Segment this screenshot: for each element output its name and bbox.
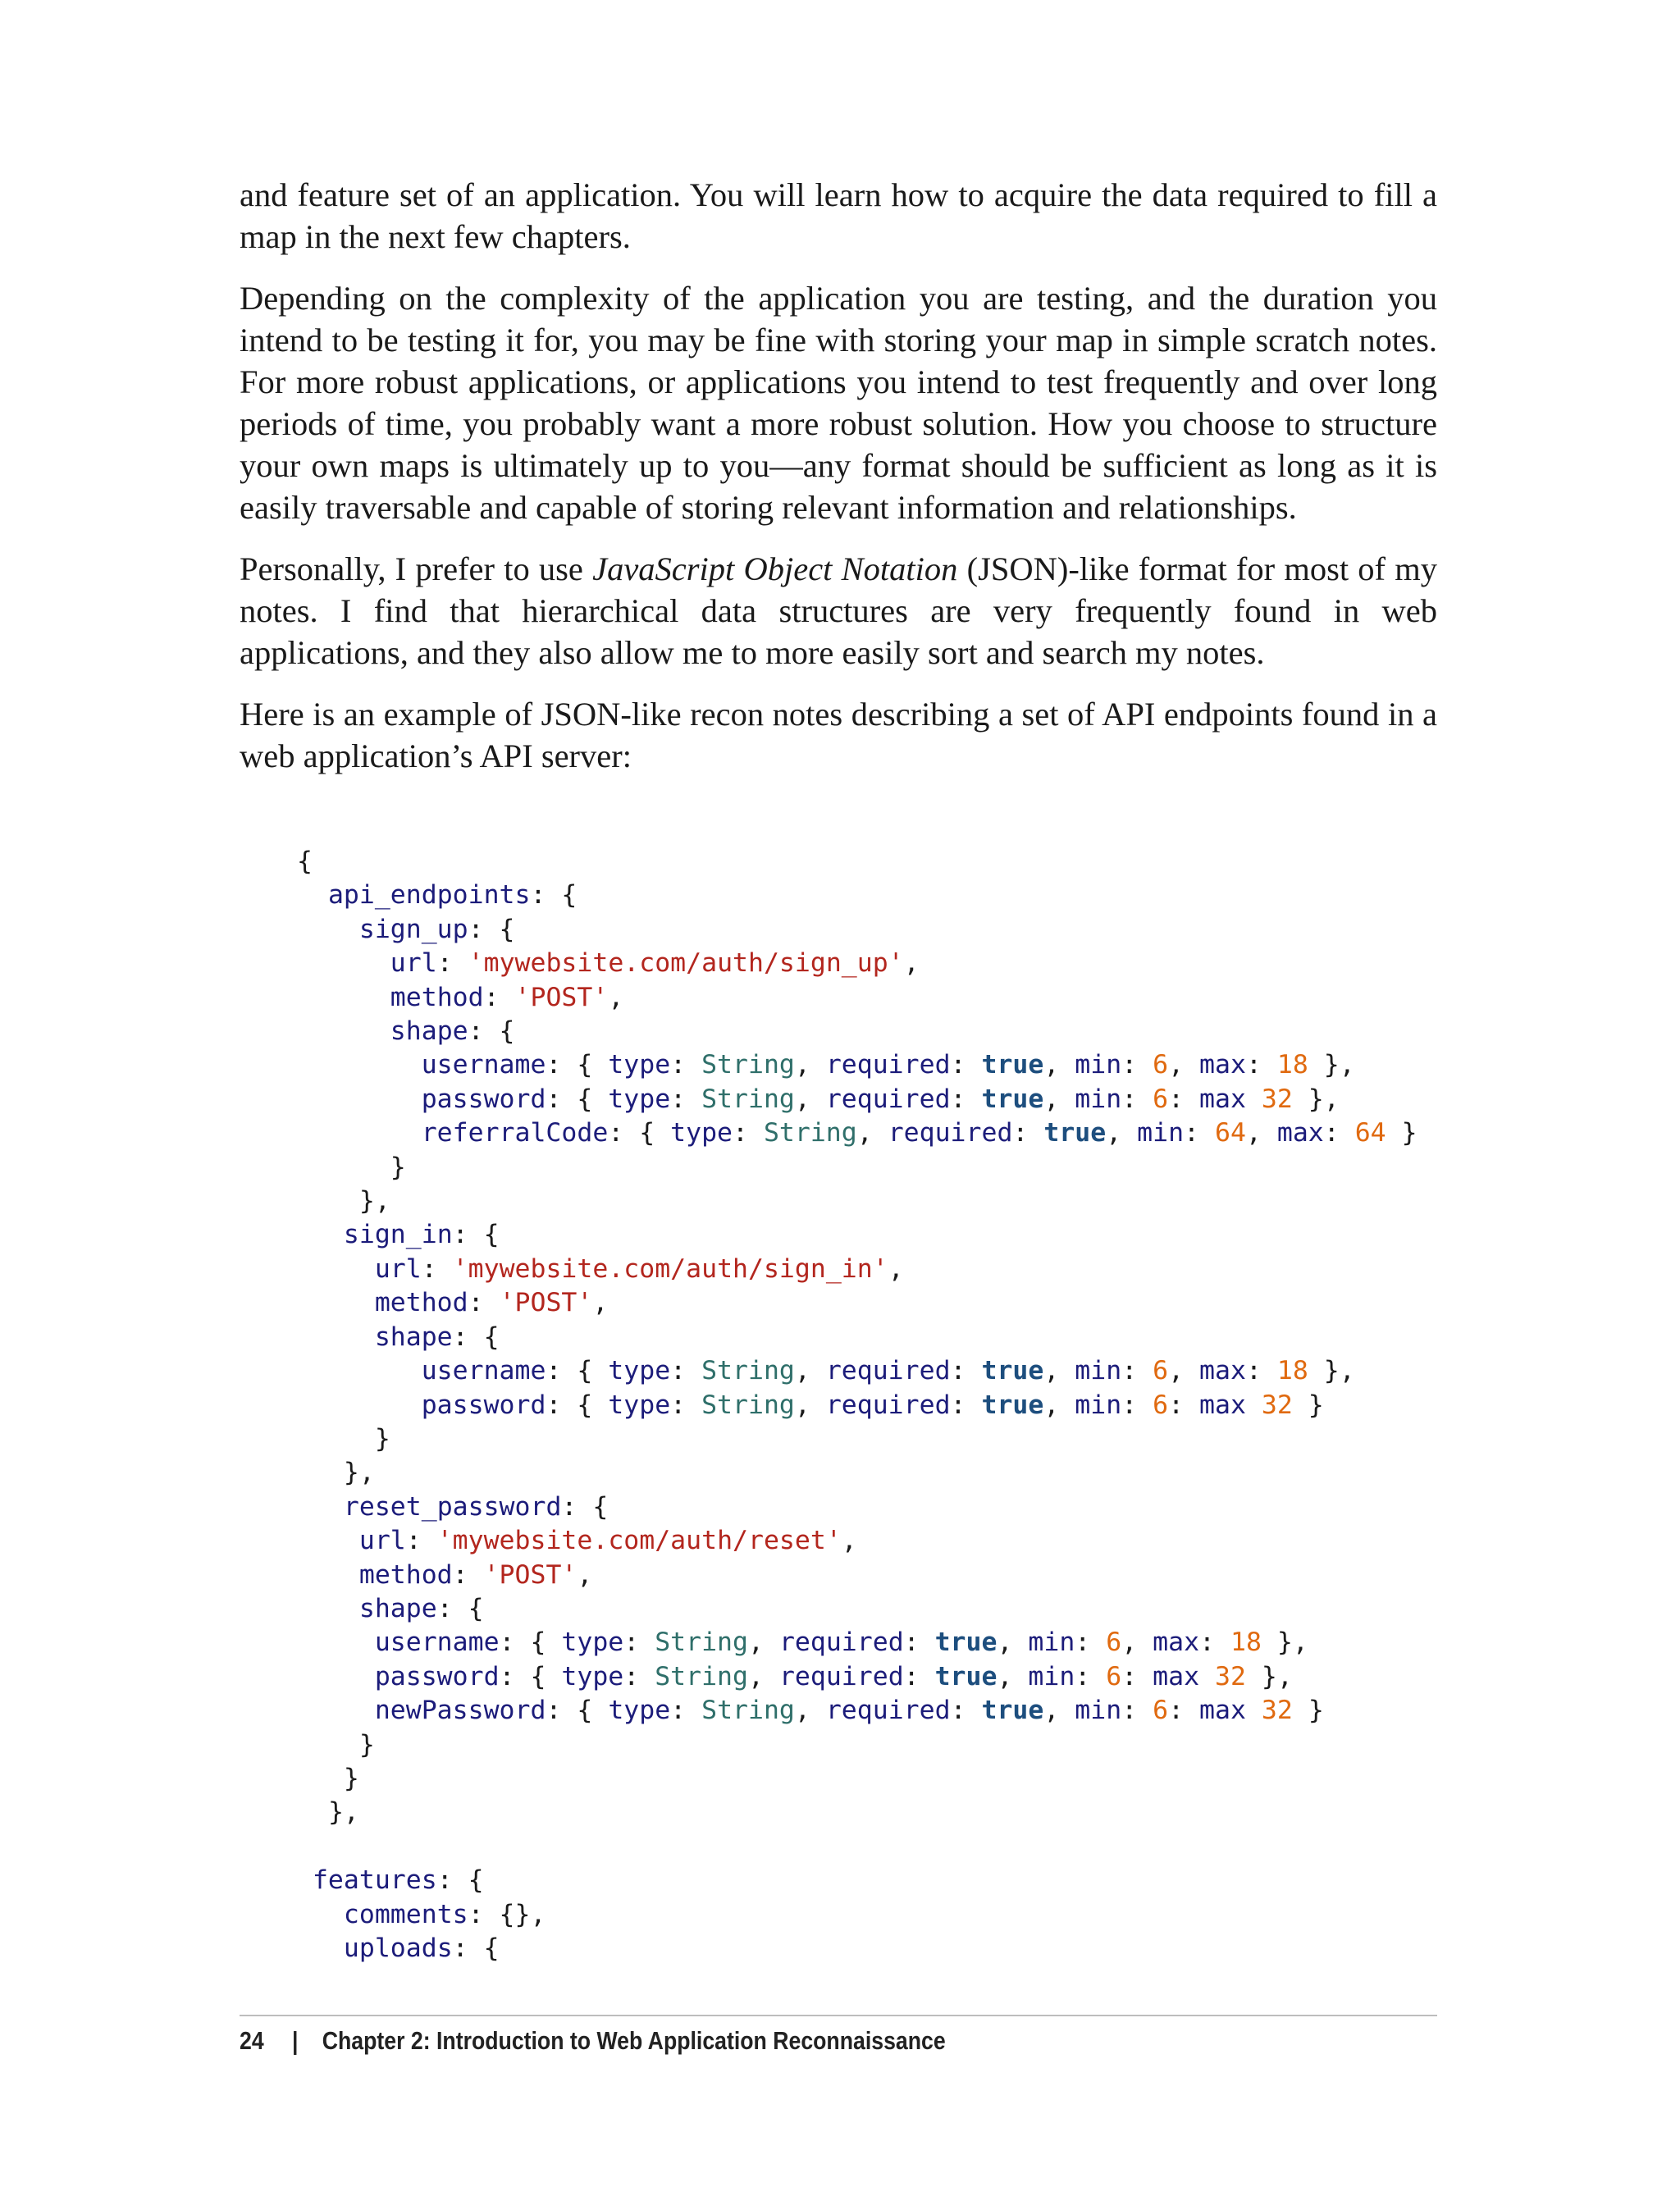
body-text (240, 174, 1437, 797)
code-token: String (655, 1661, 748, 1691)
code-token: max (1199, 1390, 1246, 1420)
code-line (297, 1900, 546, 1929)
code-token: : (950, 1084, 982, 1114)
code-token: String (701, 1356, 795, 1386)
code-token: true (981, 1050, 1044, 1080)
code-token: : (623, 1628, 655, 1658)
code-token: comments (343, 1899, 468, 1929)
code-token: : (452, 1559, 484, 1590)
code-token: : { (452, 1933, 500, 1963)
code-token: 'POST' (483, 1559, 578, 1590)
code-token: , (903, 948, 920, 979)
code-token (297, 1696, 375, 1725)
code-token: sign_up (358, 914, 468, 944)
code-token: required (778, 1628, 904, 1658)
code-token: min (1075, 1356, 1122, 1386)
code-token (297, 948, 390, 978)
code-token: : (733, 1118, 764, 1148)
code-token: , (1043, 1050, 1075, 1080)
code-line (297, 880, 577, 910)
code-token: max (1153, 1661, 1200, 1691)
code-token: } (374, 1423, 390, 1454)
code-token: 'mywebsite.com/auth/reset' (436, 1526, 842, 1556)
code-token: : (1075, 1661, 1107, 1691)
code-line (297, 1220, 500, 1249)
code-token: true (981, 1084, 1044, 1114)
paragraph-4: Here is an example of JSON-like recon notes describing a set of API endpoints found in a web application’s API server: (240, 696, 1437, 774)
code-token: String (701, 1390, 795, 1420)
code-token: max (1199, 1050, 1246, 1080)
code-token: 18 (1276, 1050, 1308, 1080)
code-token: type (608, 1356, 671, 1386)
code-token: : (1199, 1628, 1230, 1658)
code-token: referralCode (421, 1118, 609, 1148)
code-token: : { (530, 880, 578, 911)
code-token: : (1121, 1390, 1153, 1420)
code-token: : (405, 1526, 437, 1556)
code-token: : (670, 1084, 702, 1114)
code-token (297, 1492, 344, 1522)
code-token: String (763, 1118, 857, 1148)
code-token (297, 1662, 375, 1691)
code-token: type (608, 1084, 671, 1114)
code-token: : (1121, 1084, 1153, 1114)
code-line (297, 1933, 500, 1963)
code-token: sign_in (343, 1220, 453, 1250)
code-token: shape (390, 1016, 468, 1047)
code-token (297, 1764, 344, 1793)
footer-rule (240, 2015, 1437, 2016)
code-token: , (841, 1526, 857, 1556)
code-token: : (1245, 1356, 1277, 1386)
paragraph-3-start: Personally, I prefer to use (240, 550, 593, 587)
paragraph-3-end: (JSON)-like format for most of my notes. I find that hierarchical data structures are very frequently found in web applications, and they also allow me to more easily sort and search my notes. (240, 550, 1437, 671)
paragraph-1: and feature set of an application. You will learn how to acquire the data required to fill a map in the next few chapters. (240, 176, 1437, 255)
code-token: : (670, 1050, 702, 1080)
code-token: features (312, 1865, 437, 1896)
code-line (297, 1526, 857, 1555)
page-footer (240, 2026, 946, 2056)
code-token (297, 1900, 344, 1929)
code-token: type (608, 1390, 671, 1420)
code-token: : { (546, 1696, 609, 1726)
code-token: , (1168, 1050, 1200, 1080)
code-token: min (1075, 1696, 1122, 1726)
code-token (297, 1254, 375, 1284)
code-token: : (421, 1253, 453, 1284)
code-line (297, 1118, 1418, 1148)
paragraph-3 (240, 548, 1437, 673)
code-token: : (1075, 1628, 1107, 1658)
code-token: 'mywebsite.com/auth/sign_in' (452, 1253, 888, 1284)
code-token: true (981, 1356, 1044, 1386)
code-token: } (343, 1763, 359, 1793)
page-number: 24 (240, 2026, 264, 2055)
code-token (297, 1356, 422, 1386)
code-token: type (670, 1118, 733, 1148)
code-token: username (421, 1356, 546, 1386)
code-token: , (888, 1253, 904, 1284)
code-token: password (374, 1661, 500, 1691)
code-token: }, (1292, 1084, 1340, 1114)
code-token (1246, 1696, 1262, 1725)
code-token (1246, 1084, 1262, 1114)
code-line (297, 1153, 406, 1182)
code-line (297, 1458, 375, 1487)
code-token (297, 1220, 344, 1249)
code-token: , (1245, 1118, 1277, 1148)
code-token: String (655, 1628, 748, 1658)
code-token: max (1199, 1084, 1246, 1114)
code-line (297, 1560, 592, 1590)
code-token: min (1075, 1390, 1122, 1420)
code-line (297, 915, 515, 944)
code-token: 32 (1261, 1390, 1293, 1420)
code-line (297, 1288, 608, 1317)
code-listing (297, 845, 1445, 1965)
code-token: required (825, 1696, 951, 1726)
code-token: required (778, 1661, 904, 1691)
code-token: : (670, 1696, 702, 1726)
code-token: 6 (1106, 1628, 1122, 1658)
code-token: : (1012, 1118, 1044, 1148)
code-token: true (934, 1628, 998, 1658)
code-token: : { (546, 1050, 609, 1080)
code-token: newPassword (374, 1696, 546, 1726)
code-token: : (436, 948, 468, 979)
code-token: } (358, 1729, 375, 1760)
code-token: : (950, 1390, 982, 1420)
code-token: method (374, 1288, 468, 1318)
code-token (297, 1322, 375, 1352)
code-token: : (670, 1356, 702, 1386)
code-token (297, 1390, 422, 1420)
code-token: , (577, 1559, 593, 1590)
code-token: : (1121, 1661, 1153, 1691)
code-token: max (1199, 1696, 1246, 1726)
code-token: String (701, 1084, 795, 1114)
code-token (297, 880, 328, 910)
code-line (297, 1696, 1324, 1725)
code-token: true (981, 1390, 1044, 1420)
code-token: , (1043, 1390, 1075, 1420)
code-token: , (794, 1356, 826, 1386)
code-token (297, 1933, 344, 1963)
code-token: } (390, 1152, 406, 1182)
code-token (297, 1560, 359, 1590)
code-token: } (1292, 1696, 1324, 1726)
code-token: 64 (1354, 1118, 1386, 1148)
code-token: : (1121, 1356, 1153, 1386)
code-token (1246, 1390, 1262, 1420)
code-token (297, 1628, 375, 1657)
code-token: required (825, 1390, 951, 1420)
code-token: , (794, 1050, 826, 1080)
code-token: 32 (1261, 1696, 1293, 1726)
code-token: : { (468, 914, 515, 944)
code-token: , (794, 1084, 826, 1114)
code-line (297, 1050, 1355, 1080)
code-token: type (608, 1050, 671, 1080)
code-token: : (483, 982, 515, 1012)
code-token (297, 1050, 422, 1080)
code-token: }, (1308, 1050, 1355, 1080)
code-token: : { (608, 1118, 671, 1148)
code-token: true (934, 1661, 998, 1691)
code-token: String (701, 1696, 795, 1726)
code-token (297, 1797, 328, 1827)
code-token: type (561, 1628, 624, 1658)
code-token: : { (561, 1491, 609, 1522)
code-token: method (390, 982, 484, 1012)
code-token: 6 (1153, 1356, 1169, 1386)
code-token: 6 (1153, 1084, 1169, 1114)
code-token (1199, 1662, 1215, 1691)
code-token (297, 915, 359, 944)
code-line (297, 1254, 904, 1284)
code-line (297, 1356, 1355, 1386)
code-token: }, (358, 1186, 390, 1217)
code-line (297, 847, 313, 876)
code-token: 'POST' (499, 1288, 593, 1318)
code-token: : (623, 1661, 655, 1691)
code-token: , (748, 1628, 779, 1658)
code-token: : (1184, 1118, 1215, 1148)
code-token: : { (436, 1865, 484, 1896)
code-line (297, 1865, 484, 1895)
code-token (297, 1594, 359, 1623)
code-token: type (561, 1661, 624, 1691)
code-token: shape (374, 1322, 453, 1352)
code-token: , (1043, 1696, 1075, 1726)
code-token: }, (327, 1797, 359, 1828)
code-token (297, 1288, 375, 1317)
code-token: : { (546, 1390, 609, 1420)
code-token: }, (343, 1458, 375, 1488)
code-token (297, 1084, 422, 1114)
code-token: type (608, 1696, 671, 1726)
code-token: 32 (1261, 1084, 1293, 1114)
code-token: 18 (1276, 1356, 1308, 1386)
code-token: min (1075, 1050, 1122, 1080)
code-token: true (981, 1696, 1044, 1726)
code-token (297, 983, 390, 1012)
chapter-title: Chapter 2: Introduction to Web Application Reconnaissance (322, 2026, 946, 2055)
code-line (297, 1084, 1340, 1114)
code-token (297, 1016, 390, 1046)
code-token: , (1043, 1356, 1075, 1386)
code-token: 18 (1230, 1628, 1262, 1658)
code-token: 6 (1106, 1661, 1122, 1691)
code-token: , (1106, 1118, 1138, 1148)
code-token: reset_password (343, 1491, 562, 1522)
code-token (297, 1118, 422, 1148)
code-token: , (997, 1661, 1029, 1691)
code-token: required (825, 1356, 951, 1386)
code-token: , (1168, 1356, 1200, 1386)
code-token: api_endpoints (327, 880, 531, 911)
code-line (297, 1390, 1324, 1420)
code-token (297, 1865, 313, 1895)
code-token: 32 (1215, 1661, 1246, 1691)
code-token: url (390, 948, 437, 979)
code-token: , (1043, 1084, 1075, 1114)
code-token: : {}, (468, 1899, 546, 1929)
code-line (297, 1016, 515, 1046)
paragraph-2: Depending on the complexity of the application you are testing, and the duration you intend to be testing it for, you may be fine with storing your map in simple scratch notes. For more robust applications, or applications you intend to test frequently and over long periods of time, you probably want a more robust solution. How you choose to structure your own maps is ultimately up to you—any format should be sufficient as long as it is easily traversable and capable of storing relevant information and relationships. (240, 280, 1437, 526)
code-line (297, 1186, 390, 1216)
code-token: 6 (1153, 1050, 1169, 1080)
code-token: } (1386, 1118, 1418, 1148)
code-token: : { (499, 1661, 562, 1691)
code-token: shape (358, 1593, 437, 1623)
code-token (297, 1424, 375, 1454)
code-token: } (1292, 1390, 1324, 1420)
code-token: 64 (1214, 1118, 1246, 1148)
code-token: : (1168, 1390, 1200, 1420)
code-token: min (1028, 1628, 1075, 1658)
code-line (297, 1322, 500, 1352)
code-token: : (1168, 1084, 1200, 1114)
code-token: : (1121, 1696, 1153, 1726)
code-line (297, 948, 920, 978)
code-token: , (794, 1696, 826, 1726)
code-token: : { (499, 1628, 562, 1658)
code-line (297, 1492, 608, 1522)
code-token: : (670, 1390, 702, 1420)
code-token (297, 1730, 359, 1760)
code-token: , (1121, 1628, 1153, 1658)
code-line (297, 1764, 359, 1793)
code-token: required (888, 1118, 1013, 1148)
code-token: : (950, 1696, 982, 1726)
code-line (297, 1797, 359, 1827)
code-token: password (421, 1390, 546, 1420)
code-token: : (1121, 1050, 1153, 1080)
code-token: : { (546, 1356, 609, 1386)
code-token: , (794, 1390, 826, 1420)
code-token (297, 1526, 359, 1555)
code-token: : { (436, 1593, 484, 1623)
code-token: username (421, 1050, 546, 1080)
code-token (297, 1458, 344, 1487)
code-token: min (1028, 1661, 1075, 1691)
code-token (297, 1186, 359, 1216)
code-token: String (701, 1050, 795, 1080)
code-token: min (1137, 1118, 1185, 1148)
code-token: min (1075, 1084, 1122, 1114)
code-token: : { (452, 1322, 500, 1352)
code-token: : (903, 1661, 935, 1691)
code-token: , (856, 1118, 888, 1148)
code-token: , (997, 1628, 1029, 1658)
code-token: : { (546, 1084, 609, 1114)
code-line (297, 1628, 1308, 1657)
code-token: 'mywebsite.com/auth/sign_up' (468, 948, 904, 979)
code-token: : (903, 1628, 935, 1658)
code-token: , (748, 1661, 779, 1691)
code-token: , (592, 1288, 609, 1318)
code-line (297, 1662, 1293, 1691)
code-token: url (358, 1526, 406, 1556)
code-token: method (358, 1559, 453, 1590)
code-token: 6 (1153, 1390, 1169, 1420)
code-token: uploads (343, 1933, 453, 1963)
code-token: required (825, 1050, 951, 1080)
code-token: : (950, 1356, 982, 1386)
code-token: , (608, 982, 624, 1012)
code-token: password (421, 1084, 546, 1114)
code-token: required (825, 1084, 951, 1114)
code-line (297, 1424, 390, 1454)
code-token: : (1168, 1696, 1200, 1726)
code-token: : (1245, 1050, 1277, 1080)
code-token: 'POST' (514, 982, 609, 1012)
code-token: }, (1261, 1628, 1308, 1658)
code-token: : (468, 1288, 500, 1318)
code-token: 6 (1153, 1696, 1169, 1726)
json-term: JavaScript Object Notation (592, 550, 958, 587)
code-token: : (1323, 1118, 1355, 1148)
code-token: true (1043, 1118, 1107, 1148)
code-token: : { (452, 1220, 500, 1250)
code-token: max (1199, 1356, 1246, 1386)
code-token: { (297, 847, 313, 876)
code-line (297, 983, 623, 1012)
code-token: username (374, 1628, 500, 1658)
code-token (297, 1153, 390, 1182)
code-line (297, 1730, 375, 1760)
footer-separator: | (292, 2026, 299, 2055)
code-token: max (1276, 1118, 1324, 1148)
code-token: }, (1245, 1661, 1293, 1691)
code-token: : (950, 1050, 982, 1080)
code-line (297, 1594, 484, 1623)
code-token: url (374, 1253, 422, 1284)
code-token: max (1153, 1628, 1200, 1658)
code-token: }, (1308, 1356, 1355, 1386)
code-token: : { (468, 1016, 515, 1047)
